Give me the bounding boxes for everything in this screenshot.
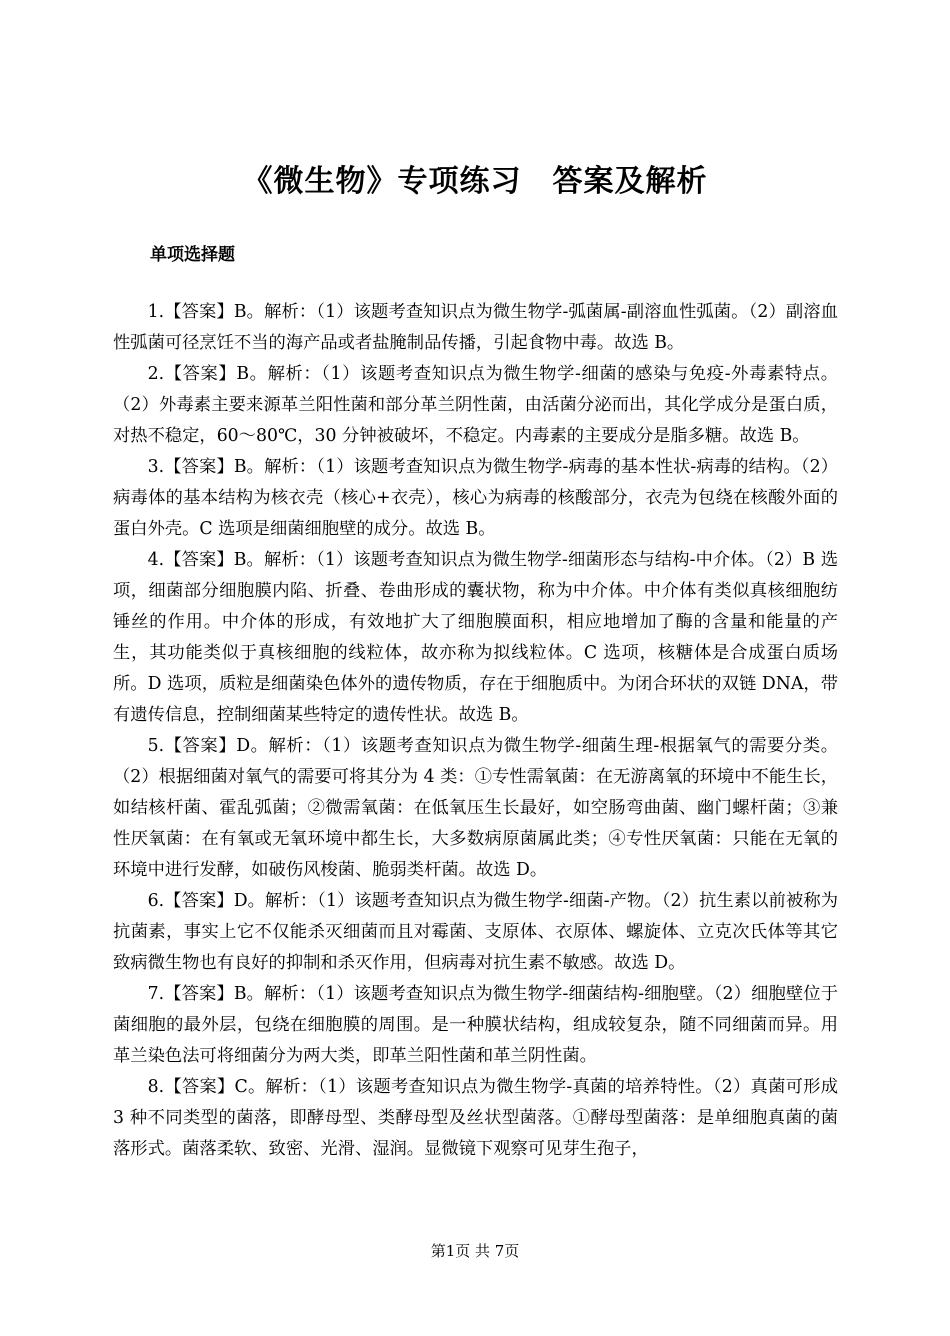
answer-item-2: 2.【答案】B。解析：（1）该题考查知识点为微生物学-细菌的感染与免疫-外毒素特点。（2）外毒素主要来源革兰阳性菌和部分革兰阴性菌，由活菌分泌而出，其化学成分是蛋白质，对热不稳定，60～80℃，30 分钟被破坏，不稳定。内毒素的主要成分是脂多糖。故选 B。 bbox=[113, 364, 838, 446]
answer-item-7: 7.【答案】B。解析：（1）该题考查知识点为微生物学-细菌结构-细胞壁。（2）细胞壁位于菌细胞的最外层，包绕在细胞膜的周围。是一种膜状结构，组成较复杂，随不同细菌而异。用革兰染色法可将细菌分为两大类，即革兰阳性菌和革兰阴性菌。 bbox=[113, 984, 838, 1066]
answer-item-6: 6.【答案】D。解析：（1）该题考查知识点为微生物学-细菌-产物。（2）抗生素以前被称为抗菌素，事实上它不仅能杀灭细菌而且对霉菌、支原体、衣原体、螺旋体、立克次氏体等其它致病微生物也有良好的抑制和杀灭作用，但病毒对抗生素不敏感。故选 D。 bbox=[113, 891, 838, 973]
page-title: 《微生物》专项练习 答案及解析 bbox=[242, 164, 708, 199]
answer-item-4: 4.【答案】B。解析：（1）该题考查知识点为微生物学-细菌形态与结构-中介体。（2）B 选项，细菌部分细胞膜内陷、折叠、卷曲形成的囊状物，称为中介体。中介体有类似真核细胞纺锤丝的作用。中介体的形成，有效地扩大了细胞膜面积，相应地增加了酶的含量和能量的产生，其功能类似于真核细胞的线粒体，故亦称为拟线粒体。C 选项，核糖体是合成蛋白质场所。D 选项，质粒是细菌染色体外的遗传物质，存在于细胞质中。为闭合环状的双链 DNA，带有遗传信息，控制细菌某些特定的遗传性状。故选 B。 bbox=[113, 550, 838, 725]
answer-item-1: 1.【答案】B。解析：（1）该题考查知识点为微生物学-弧菌属-副溶血性弧菌。（2）副溶血性弧菌可径烹饪不当的海产品或者盐腌制品传播，引起食物中毒。故选 B。 bbox=[113, 302, 838, 353]
page-footer: 第1页 共 7页 bbox=[430, 1242, 520, 1260]
answer-item-5: 5.【答案】D。解析：（1）该题考查知识点为微生物学-细菌生理-根据氧气的需要分类。（2）根据细菌对氧气的需要可将其分为 4 类：①专性需氧菌：在无游离氧的环境中不能生长，如结核杆菌、霍乱弧菌；②微需氧菌：在低氧压生长最好，如空肠弯曲菌、幽门螺杆菌；③兼性厌氧菌：在有氧或无氧环境中都生长，大多数病原菌属此类；④专性厌氧菌：只能在无氧的环境中进行发酵，如破伤风梭菌、脆弱类杆菌。故选 D。 bbox=[113, 736, 838, 880]
answer-item-3: 3.【答案】B。解析：（1）该题考查知识点为微生物学-病毒的基本性状-病毒的结构。（2）病毒体的基本结构为核衣壳（核心+衣壳），核心为病毒的核酸部分，衣壳为包绕在核酸外面的蛋白外壳。C 选项是细菌细胞壁的成分。故选 B。 bbox=[113, 457, 838, 539]
answer-item-8: 8.【答案】C。解析：（1）该题考查知识点为微生物学-真菌的培养特性。（2）真菌可形成 3 种不同类型的菌落，即酵母型、类酵母型及丝状型菌落。①酵母型菌落：是单细胞真菌的菌落形式。菌落柔软、致密、光滑、湿润。显微镜下观察可见芽生孢子， bbox=[113, 1077, 838, 1159]
answer-list bbox=[113, 297, 838, 1165]
section-heading: 单项选择题 bbox=[150, 245, 235, 265]
